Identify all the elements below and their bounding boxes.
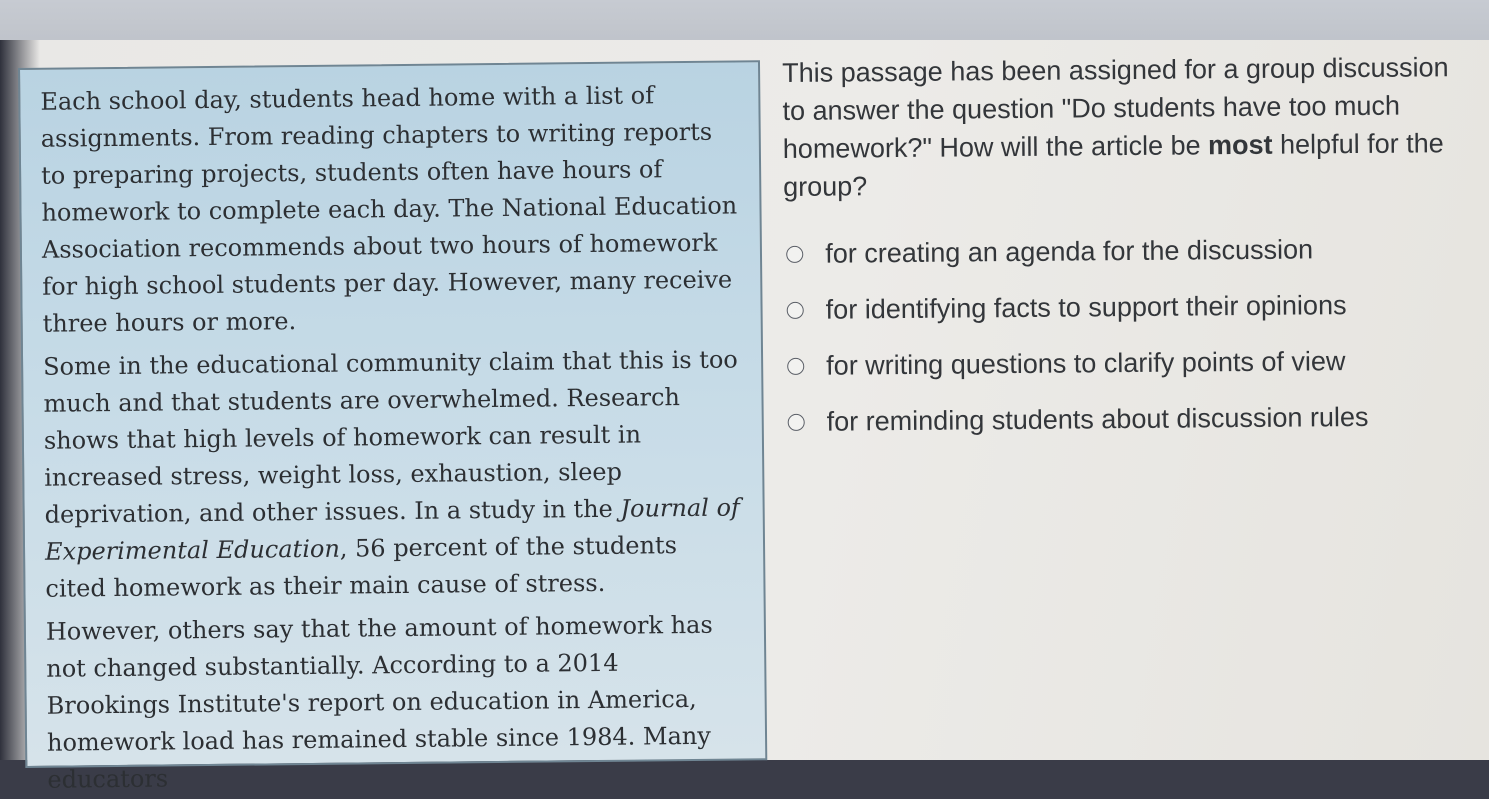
radio-button-icon[interactable] (786, 245, 803, 262)
question-prompt (782, 48, 1473, 206)
answer-option-4[interactable] (787, 388, 1467, 450)
question-emphasis: most (1207, 129, 1273, 161)
passage-text (20, 62, 766, 799)
passage-paragraph-1: Each school day, students head home with a list of assignments. From reading chapters to writing reports to preparing projects, students often have hours of homework to complete each day. The National Education Association recommends about two hours of homework for high school students per day. However, many receive three hours or more. (40, 81, 738, 338)
answer-option-3[interactable] (787, 332, 1467, 394)
answer-option-label: for creating an agenda for the discussion (825, 233, 1314, 269)
answer-option-label: for reminding students about discussion rules (826, 401, 1369, 437)
question-text-start: This passage has been assigned for a group discussion to answer the question "Do students have too much homework?" How will the article be (782, 52, 1449, 164)
answer-option-label: for writing questions to clarify points of view (826, 345, 1346, 381)
passage-panel[interactable] (18, 60, 767, 794)
answer-option-1[interactable] (786, 220, 1466, 282)
radio-button-icon[interactable] (787, 357, 804, 374)
answer-option-label: for identifying facts to support their opinions (825, 289, 1347, 325)
answer-option-2[interactable] (786, 276, 1466, 338)
passage-paragraph-2 (43, 341, 742, 607)
paragraph-2-text-start: Some in the educational community claim that this is too much and that students are overwhelmed. Research shows that high levels of homework can result in increased stress, weight loss, exhaustion, sleep deprivation, and other issues. In a study in the (42, 345, 738, 529)
passage-paragraph-3: However, others say that the amount of homework has not changed substantially. According to a 2014 Brookings Institute's report on education in America, homework load has remained stable since 1984. Many educators (45, 610, 713, 794)
radio-button-icon[interactable] (787, 301, 804, 318)
question-text-end: helpful for the group? (783, 128, 1444, 202)
journal-title: Journal of Experimental Education (44, 493, 740, 566)
top-bezel (0, 0, 1489, 44)
radio-button-icon[interactable] (788, 413, 805, 430)
answer-options (786, 220, 1468, 450)
paragraph-2-text-end: , 56 percent of the students cited homework as their main cause of stress. (45, 531, 678, 603)
